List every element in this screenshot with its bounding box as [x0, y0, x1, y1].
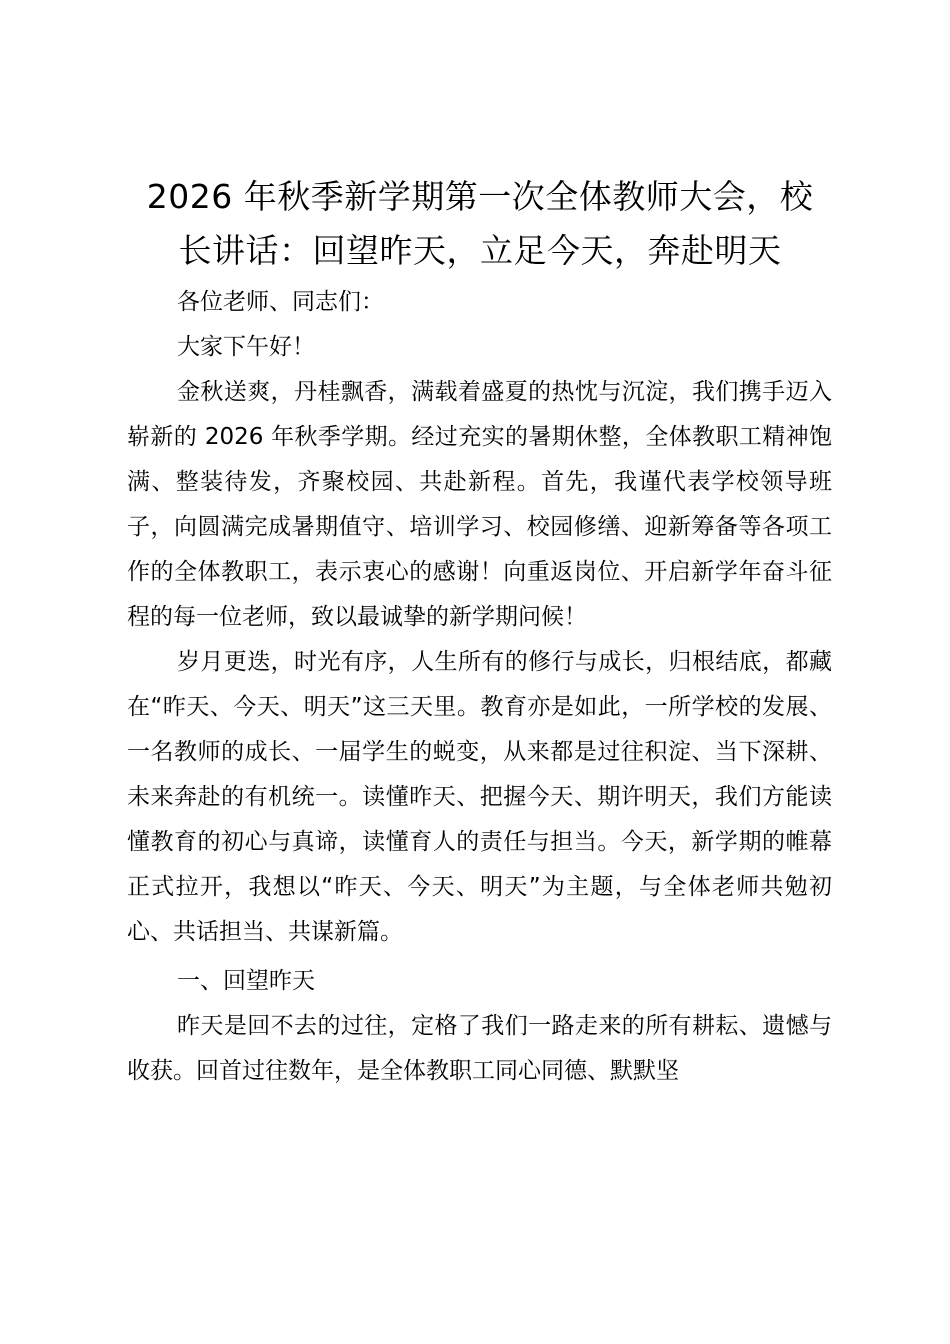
document-title	[120, 170, 840, 278]
document-body	[127, 280, 832, 1094]
paragraph-2: 岁月更迭，时光有序，人生所有的修行与成长，归根结底，都藏在“昨天、今天、明天”这三天里。教育亦是如此，一所学校的发展、一名教师的成长、一届学生的蜕变，从来都是过往积淀、当下深耕、未来奔赴的有机统一。读懂昨天、把握今天、期许明天，我们方能读懂教育的初心与真谛，读懂育人的责任与担当。今天，新学期的帷幕正式拉开，我想以“昨天、今天、明天”为主题，与全体老师共勉初心、共话担当、共谋新篇。	[127, 649, 832, 945]
title-line-2: 长讲话：回望昨天，立足今天，奔赴明天	[178, 231, 782, 270]
section-heading-1: 一、回望昨天	[177, 968, 315, 994]
title-line-1: 2026 年秋季新学期第一次全体教师大会，校	[146, 177, 814, 216]
greeting: 大家下午好！	[177, 334, 315, 360]
paragraph-1: 金秋送爽，丹桂飘香，满载着盛夏的热忱与沉淀，我们携手迈入崭新的 2026 年秋季学期。经过充实的暑期休整，全体教职工精神饱满、整装待发，齐聚校园、共赴新程。首先，我谨代表学校领导班子，向圆满完成暑期值守、培训学习、校园修缮、迎新筹备等各项工作的全体教职工，表示衷心的感谢！向重返岗位、开启新学年奋斗征程的每一位老师，致以最诚挚的新学期问候！	[127, 379, 832, 630]
paragraph-3: 昨天是回不去的过往，定格了我们一路走来的所有耕耘、遗憾与收获。回首过往数年，是全体教职工同心同德、默默坚	[127, 1013, 832, 1084]
salutation: 各位老师、同志们：	[177, 289, 384, 315]
